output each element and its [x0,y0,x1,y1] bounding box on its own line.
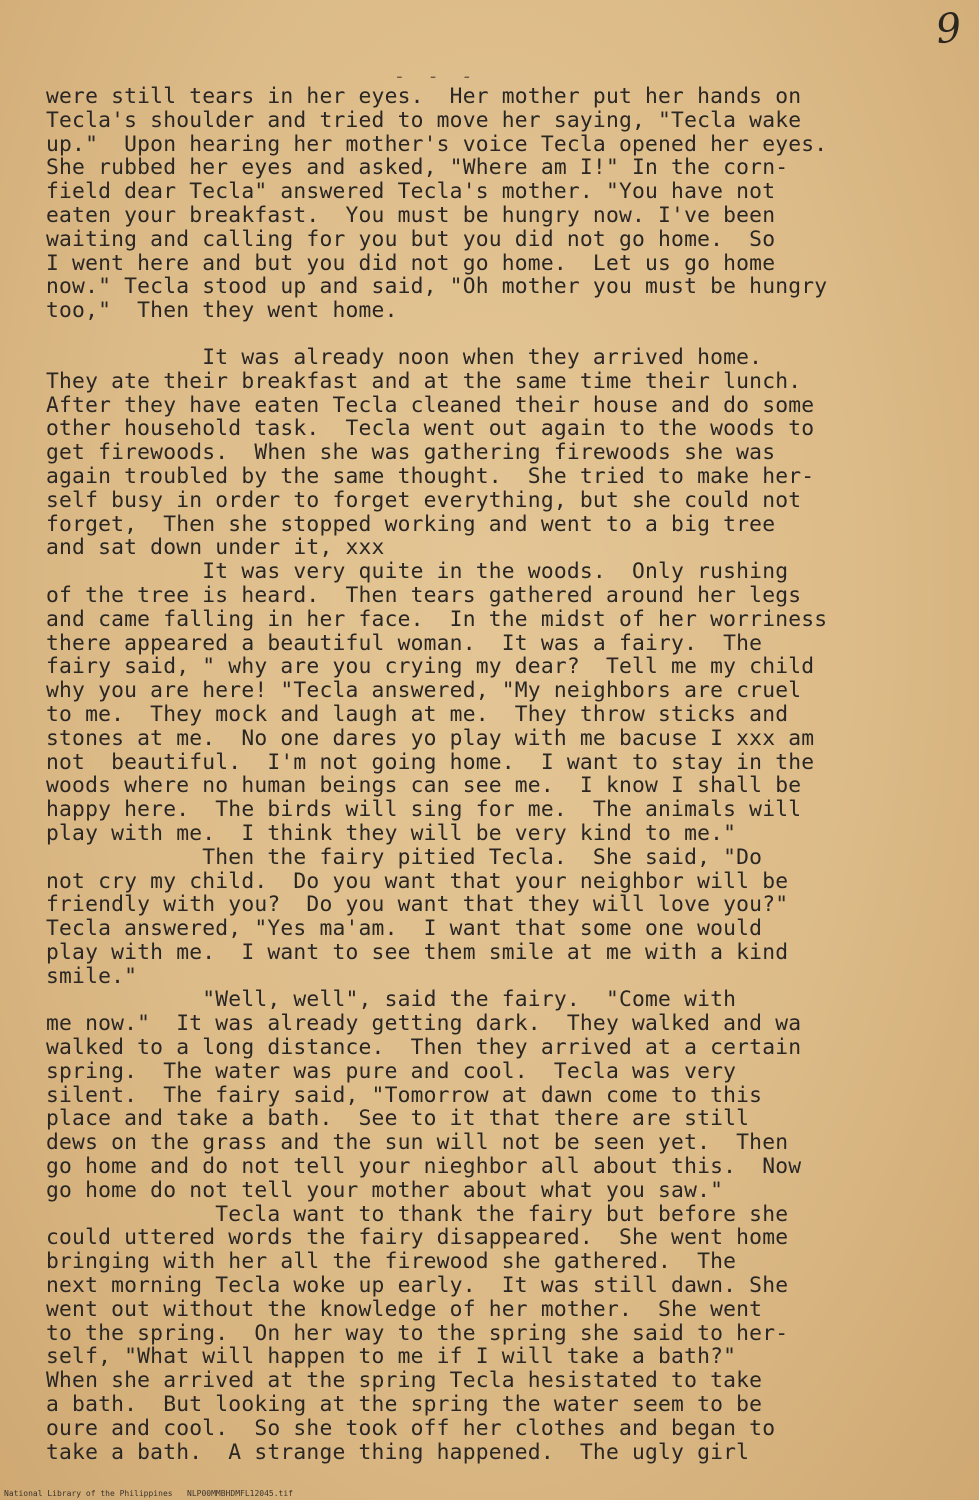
text-line: too," Then they went home. [46,298,398,324]
document-body [46,85,946,1464]
text-line: It was very quite in the woods. Only rushing [46,559,789,585]
text-line: a bath. But looking at the spring the water seem to be [46,1392,763,1418]
text-line: "Well, well", said the fairy. "Come with [46,987,737,1013]
text-line: and came falling in her face. In the midst of her worriness [46,606,828,632]
paragraph-gap [46,323,946,346]
text-line: smile." [46,963,138,989]
text-line: were still tears in her eyes. Her mother put her hands on [46,84,802,109]
text-line: why you are here! "Tecla answered, "My neighbors are cruel [46,678,802,704]
page-number: 9 [933,4,964,54]
text-line: place and take a bath. See to it that there are still [46,1106,750,1132]
text-line: stones at me. No one dares yo play with me bacuse I xxx am [46,725,815,751]
text-line: take a bath. A strange thing happened. The ugly girl [46,1439,750,1465]
text-line: went out without the knowledge of her mother. She went [46,1296,763,1322]
text-line: again troubled by the same thought. She tried to make her- [46,463,815,489]
text-line: self, "What will happen to me if I will take a bath?" [46,1344,737,1370]
text-line: self busy in order to forget everything, but she could not [46,487,802,513]
text-line: not cry my child. Do you want that your neighbor will be [46,868,789,894]
text-line: play with me. I want to see them smile at me with a kind [46,939,789,965]
text-line: It was already noon when they arrived home. [46,344,763,370]
text-line: Tecla answered, "Yes ma'am. I want that some one would [46,916,763,942]
scan-footer: National Library of the Philippines NLP00MMBHDMFL12045.tif [4,1489,293,1498]
text-line: bringing with her all the firewood she gathered. The [46,1249,737,1275]
text-line: They ate their breakfast and at the same time their lunch. [46,368,802,394]
top-dash-mark: - - - [394,66,479,87]
text-line: of the tree is heard. Then tears gathered around her legs [46,582,802,608]
text-line: play with me. I think they will be very kind to me." [46,820,737,846]
text-line: I went here and but you did not go home. Let us go home [46,250,776,276]
text-line: up." Upon hearing her mother's voice Tecla opened her eyes. [46,131,828,157]
text-line: eaten your breakfast. You must be hungry now. I've been [46,202,776,228]
text-line: forget, Then she stopped working and went to a big tree [46,511,776,537]
text-line: to the spring. On her way to the spring she said to her- [46,1320,789,1346]
text-line: Then the fairy pitied Tecla. She said, "Do [46,844,763,870]
text-line: field dear Tecla" answered Tecla's mother. "You have not [46,179,776,205]
text-line: get firewoods. When she was gathering firewoods she was [46,440,776,466]
text-line: could uttered words the fairy disappeared. She went home [46,1225,789,1251]
text-line: other household task. Tecla went out again to the woods to [46,416,815,442]
text-line: go home and do not tell your nieghbor all about this. Now [46,1154,802,1180]
text-line: next morning Tecla woke up early. It was still dawn. She [46,1273,789,1299]
text-line: woods where no human beings can see me. I know I shall be [46,773,802,799]
text-line: oure and cool. So she took off her clothes and began to [46,1415,776,1441]
text-line: not beautiful. I'm not going home. I want to stay in the [46,749,815,775]
text-line: Tecla's shoulder and tried to move her saying, "Tecla wake [46,107,802,133]
text-line: spring. The water was pure and cool. Tecla was very [46,1058,737,1084]
text-line: fairy said, " why are you crying my dear? Tell me my child [46,654,815,680]
text-line: there appeared a beautiful woman. It was a fairy. The [46,630,763,656]
paragraph-2 [46,346,946,1464]
text-line: happy here. The birds will sing for me. The animals will [46,797,802,823]
text-line: me now." It was already getting dark. They walked and wa [46,1011,802,1037]
text-line: walked to a long distance. Then they arrived at a certain [46,1035,802,1061]
text-line: friendly with you? Do you want that they will love you?" [46,892,789,918]
text-line: silent. The fairy said, "Tomorrow at dawn come to this [46,1082,763,1108]
text-line: now." Tecla stood up and said, "Oh mother you must be hungry [46,274,828,300]
text-line: Tecla want to thank the fairy but before she [46,1201,789,1227]
paragraph-1 [46,85,946,323]
text-line: After they have eaten Tecla cleaned their house and do some [46,392,815,418]
text-line: waiting and calling for you but you did not go home. So [46,226,776,252]
text-line: She rubbed her eyes and asked, "Where am I!" In the corn- [46,155,789,181]
text-line: and sat down under it, xxx [46,535,385,561]
text-line: When she arrived at the spring Tecla hesistated to take [46,1368,763,1394]
text-line: go home do not tell your mother about what you saw." [46,1177,724,1203]
text-line: to me. They mock and laugh at me. They throw sticks and [46,701,789,727]
text-line: dews on the grass and the sun will not be seen yet. Then [46,1130,789,1156]
